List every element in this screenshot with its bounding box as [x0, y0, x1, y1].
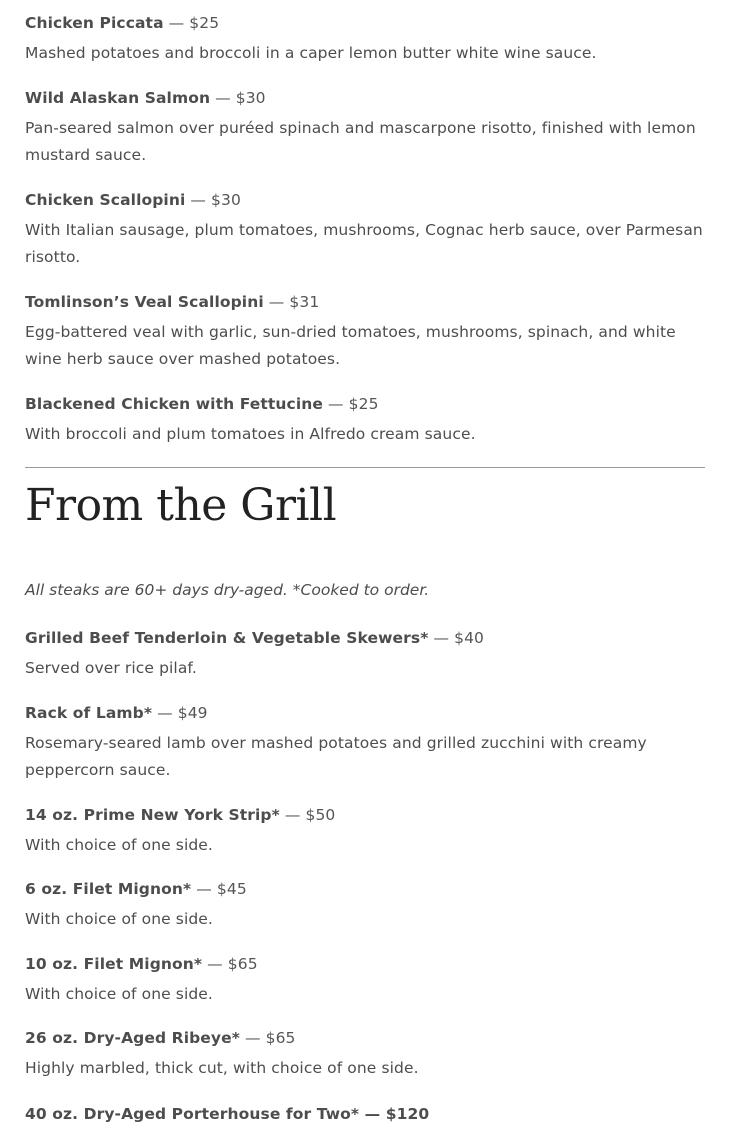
menu-item-name: 6 oz. Filet Mignon*	[25, 880, 192, 898]
menu-item-description: Served over rice pilaf.	[25, 659, 197, 677]
grill-section	[25, 467, 705, 1083]
menu-item-description: With Italian sausage, plum tomatoes, mushrooms, Cognac herb sauce, over Parmesan risotto.	[25, 220, 703, 266]
menu-item	[25, 1028, 705, 1083]
menu-item-heading	[25, 1028, 705, 1048]
menu-item-price: $45	[216, 880, 247, 898]
section-divider	[25, 467, 705, 468]
menu-item	[25, 703, 705, 785]
menu-item-name: Chicken Scallopini	[25, 190, 186, 209]
section-note: All steaks are 60+ days dry-aged. *Cooked to order.	[25, 581, 430, 599]
menu-item-price: $65	[227, 954, 258, 973]
menu-item	[25, 628, 705, 683]
menu-item-separator: —	[163, 14, 190, 32]
menu-item	[25, 88, 705, 170]
menu-item-heading	[25, 88, 705, 108]
menu-item-name: 14 oz. Prime New York Strip*	[25, 805, 280, 824]
menu-item-heading	[25, 805, 705, 825]
menu-item-separator: —	[263, 292, 290, 311]
menu-item-partial	[25, 1104, 705, 1124]
menu-item-heading	[25, 394, 705, 414]
menu-item-description: Pan-seared salmon over puréed spinach and mascarpone risotto, finished with lemon mustard sauce.	[25, 118, 696, 164]
menu-item-separator: —	[279, 805, 306, 824]
menu-item-separator: —	[428, 629, 455, 647]
menu-item-price: $49	[177, 703, 208, 722]
menu-item-separator: —	[210, 88, 236, 107]
menu-item-heading	[25, 879, 705, 899]
menu-item-name: Wild Alaskan Salmon	[25, 88, 211, 107]
menu-item-name: Blackened Chicken with Fettucine	[25, 394, 324, 413]
menu-item-separator: —	[191, 880, 217, 898]
menu-item-price: $40	[454, 629, 484, 647]
menu-item	[25, 292, 705, 374]
menu-item-description: With choice of one side.	[25, 984, 213, 1003]
menu-item-price: $30	[211, 190, 241, 209]
menu-item-description: With choice of one side.	[25, 835, 213, 854]
menu-item	[25, 13, 705, 68]
menu-item-description: Egg-battered veal with garlic, sun-dried tomatoes, mushrooms, spinach, and white wine herb sauce over mashed potatoes.	[25, 322, 676, 368]
menu-item-description: With broccoli and plum tomatoes in Alfredo cream sauce.	[25, 424, 476, 443]
menu-item-price: $30	[235, 88, 266, 107]
menu-item-name: Chicken Piccata	[25, 14, 164, 32]
menu-item-name: Rack of Lamb*	[25, 703, 153, 722]
menu-item	[25, 805, 705, 860]
menu-item	[25, 190, 705, 272]
menu-item-price: $31	[289, 292, 320, 311]
menu-content	[25, 0, 705, 1103]
menu-item-description: With choice of one side.	[25, 910, 213, 928]
menu-item-heading	[25, 13, 705, 33]
menu-item-price: $65	[265, 1029, 296, 1047]
menu-item-price: $25	[348, 394, 379, 413]
menu-item-price: $50	[305, 805, 336, 824]
menu-item-separator: —	[152, 703, 178, 722]
menu-item-separator: —	[239, 1029, 266, 1047]
menu-item	[25, 394, 705, 449]
menu-item-separator: —	[185, 190, 212, 209]
menu-item-description: Mashed potatoes and broccoli in a caper lemon butter white wine sauce.	[25, 44, 597, 62]
menu-item-name: Grilled Beef Tenderloin & Vegetable Skewers*	[25, 629, 429, 647]
menu-item-name: Tomlinson’s Veal Scallopini	[25, 292, 264, 311]
menu-item-heading	[25, 190, 705, 210]
menu-item-price: $25	[189, 14, 220, 32]
menu-item-name: 10 oz. Filet Mignon*	[25, 954, 203, 973]
section-title: From the Grill	[25, 480, 337, 531]
menu-item-separator: —	[323, 394, 349, 413]
menu-item	[25, 879, 705, 934]
menu-item-partial-text: 40 oz. Dry-Aged Porterhouse for Two* — $120	[25, 1105, 430, 1123]
menu-item-heading	[25, 628, 705, 648]
menu-item-separator: —	[202, 954, 228, 973]
menu-item	[25, 954, 705, 1009]
menu-item-heading	[25, 703, 705, 723]
menu-item-description: Highly marbled, thick cut, with choice of one side.	[25, 1059, 419, 1077]
menu-item-heading	[25, 954, 705, 974]
menu-item-name: 26 oz. Dry-Aged Ribeye*	[25, 1029, 240, 1047]
menu-item-description: Rosemary-seared lamb over mashed potatoes and grilled zucchini with creamy peppercorn sauce.	[25, 733, 647, 779]
menu-item-heading	[25, 292, 705, 312]
